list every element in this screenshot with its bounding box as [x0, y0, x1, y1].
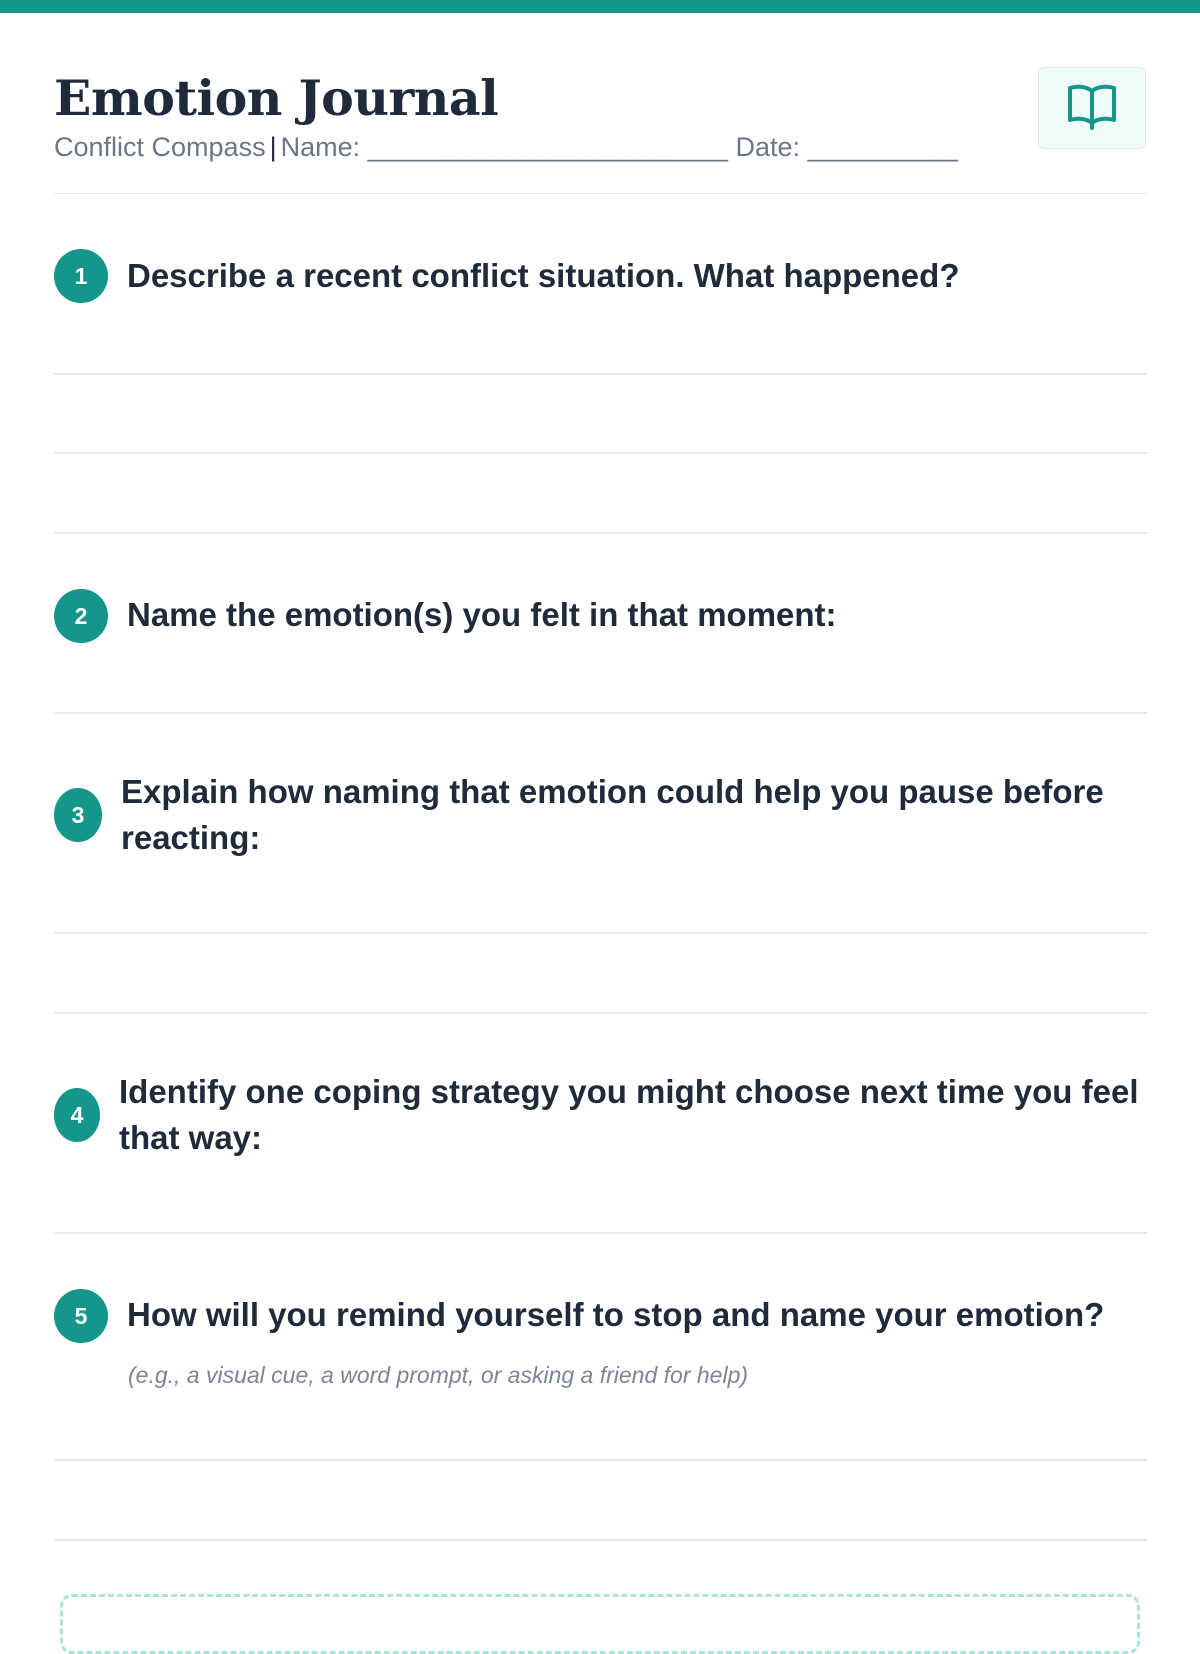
question-1-number-badge: 1	[54, 249, 108, 303]
answer-line[interactable]	[54, 712, 1147, 714]
question-5-text: How will you remind yourself to stop and name your emotion?	[127, 1296, 1105, 1333]
dashed-note-box	[60, 1594, 1140, 1654]
answer-line[interactable]	[54, 1459, 1147, 1461]
answer-line[interactable]	[54, 532, 1147, 534]
answer-line[interactable]	[54, 932, 1147, 934]
answer-line[interactable]	[54, 1012, 1147, 1014]
question-4-text: Identify one coping strategy you might choose next time you feel that way:	[119, 1073, 1139, 1156]
question-5-number-badge: 5	[54, 1289, 108, 1343]
question-3-text: Explain how naming that emotion could help you pause before reacting:	[121, 773, 1104, 856]
answer-line[interactable]	[54, 373, 1147, 375]
answer-line[interactable]	[54, 1539, 1147, 1541]
name-field-label: Name: ________________________	[280, 132, 729, 162]
subtitle-separator: |	[269, 132, 277, 162]
question-4-number-badge: 4	[54, 1088, 100, 1142]
open-book-icon	[1066, 82, 1118, 135]
journal-book-button[interactable]	[1038, 67, 1146, 149]
date-field-label: Date: __________	[735, 132, 958, 162]
page-title: Emotion Journal	[54, 69, 499, 127]
page-subtitle	[54, 130, 958, 164]
answer-line[interactable]	[54, 1232, 1147, 1234]
brand-name: Conflict Compass	[54, 132, 266, 162]
question-3-number-badge: 3	[54, 788, 102, 842]
answer-line[interactable]	[54, 452, 1147, 454]
question-2-text: Name the emotion(s) you felt in that moment:	[127, 596, 837, 633]
question-2-number-badge: 2	[54, 589, 108, 643]
question-1-text: Describe a recent conflict situation. What happened?	[127, 257, 960, 294]
question-5-hint: (e.g., a visual cue, a word prompt, or asking a friend for help)	[128, 1362, 749, 1388]
header-divider	[54, 193, 1147, 194]
top-accent-bar	[0, 0, 1200, 13]
